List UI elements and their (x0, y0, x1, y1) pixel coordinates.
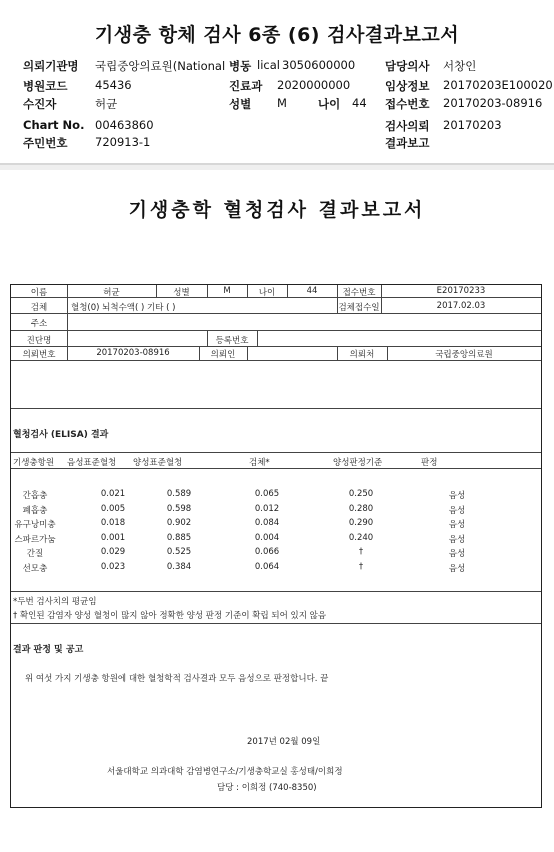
result-cell-pos: 0.384 (166, 561, 192, 572)
result-cell-sample: 0.012 (254, 503, 280, 514)
ward-code-value: 3050600000 (282, 58, 356, 72)
ward-label: 병동 (229, 59, 252, 73)
receipt-label: 접수번호 (385, 97, 430, 111)
patient-label: 수진자 (23, 97, 57, 111)
form-name-label: 이름 (30, 288, 48, 298)
result-cell-sample: 0.064 (254, 561, 280, 572)
rrn-value: 720913-1 (95, 135, 151, 149)
sex-value: M (277, 96, 287, 110)
result-cell-result: 음성 (448, 534, 466, 545)
result-cell-name: 스파르가눔 (14, 534, 56, 545)
result-cell-sample: 0.066 (254, 547, 280, 557)
result-cell-name: 간질 (26, 549, 44, 559)
result-cell-neg: 0.018 (100, 518, 126, 528)
clinical-label: 임상정보 (385, 79, 430, 93)
dept-value: 2020000000 (277, 78, 351, 92)
th-cutoff: 양성판정기준 (333, 458, 383, 468)
form-reqorg-value: 국립중앙의료원 (435, 350, 493, 360)
form-sex-value: M (223, 286, 231, 296)
contact-line: 담당 : 이희정 (740-8350) (217, 783, 317, 793)
result-cell-result: 음성 (448, 520, 466, 530)
result-cell-neg: 0.005 (100, 503, 126, 514)
form-reqer-label: 의뢰인 (210, 350, 236, 360)
chart-no-label: Chart No. (23, 118, 85, 132)
result-cell-result: 음성 (448, 563, 466, 574)
rrn-label: 주민번호 (23, 136, 68, 150)
result-cell-pos: 0.885 (166, 532, 192, 543)
receipt-value: 20170203-08916 (443, 96, 543, 110)
form-spec-value: 혈청(0) 뇌척수액( ) 기타 ( ) (71, 303, 176, 313)
th-result: 판정 (421, 458, 438, 468)
result-cell-neg: 0.001 (100, 532, 126, 543)
result-cell-pos: 0.902 (166, 518, 192, 528)
report-date: 2017년 02월 09일 (247, 737, 321, 747)
report-header (0, 0, 554, 165)
patient-value: 허균 (95, 97, 118, 111)
form-sex-label: 성별 (173, 288, 190, 298)
hosp-code-label: 병원코드 (23, 79, 68, 93)
doctor-label: 담당의사 (385, 59, 430, 73)
form-recv-value: E20170233 (436, 286, 486, 296)
result-cell-pos: 0.525 (166, 547, 192, 557)
form-age-label: 나이 (258, 288, 276, 298)
doctor-value: 서창인 (443, 59, 477, 73)
th-pos-std: 양성표준혈청 (133, 458, 183, 468)
result-cell-pos: 0.598 (166, 503, 192, 514)
scanned-report (0, 170, 554, 852)
form-age-value: 44 (306, 286, 318, 296)
form-recv-label: 접수번호 (342, 288, 376, 298)
result-cell-neg: 0.023 (100, 561, 126, 572)
result-cell-name: 폐흡충 (22, 505, 48, 516)
page-title: 기생충 항체 검사 6종 (6) 검사결과보고서 (94, 24, 460, 46)
form-diag-label: 진단명 (26, 336, 52, 346)
age-value: 44 (352, 96, 367, 110)
report-label: 결과보고 (385, 136, 430, 150)
sex-label: 성별 (229, 97, 252, 111)
form-reqno-value: 20170203-08916 (96, 348, 170, 358)
age-label: 나이 (318, 97, 341, 111)
report-title: 기생충학 혈청검사 결과보고서 (128, 199, 426, 221)
result-cell-cutoff: † (358, 547, 364, 557)
result-cell-sample: 0.084 (254, 518, 280, 528)
req-org-value: 국립중앙의료원(National (95, 59, 226, 73)
req-date-label: 검사의뢰 (385, 119, 430, 133)
conclusion-text: 위 여섯 가지 기생충 항원에 대한 혈청학적 검사결과 모두 음성으로 판정합니다. 끝 (25, 674, 329, 684)
form-spec-label: 검체 (30, 303, 48, 313)
th-antigen: 기생충항원 (13, 458, 55, 468)
result-cell-result: 음성 (448, 549, 466, 559)
elisa-section-title: 혈청검사 (ELISA) 결과 (13, 430, 109, 440)
result-cell-name: 선모충 (22, 563, 48, 574)
result-cell-sample: 0.004 (254, 532, 280, 543)
form-addr-label: 주소 (30, 319, 48, 329)
dept-label: 진료과 (229, 79, 263, 93)
signature-line: 서울대학교 의과대학 감염병연구소/기생충학교실 홍성태/이희정 (107, 767, 343, 777)
form-spec-date-value: 2017.02.03 (436, 301, 486, 311)
form-reqno-label: 의뢰번호 (22, 350, 56, 360)
clinical-value: 20170203E100020 (443, 78, 553, 92)
conclusion-title: 결과 판정 및 공고 (13, 645, 84, 655)
result-cell-cutoff: † (358, 561, 364, 572)
result-cell-cutoff: 0.280 (348, 503, 374, 514)
result-cell-name: 유구낭미충 (14, 520, 56, 530)
req-org-label: 의뢰기관명 (23, 59, 79, 73)
result-cell-pos: 0.589 (166, 489, 192, 499)
result-cell-neg: 0.029 (100, 547, 126, 557)
result-cell-cutoff: 0.290 (348, 518, 374, 528)
result-cell-cutoff: 0.250 (348, 489, 374, 499)
result-cell-cutoff: 0.240 (348, 532, 374, 543)
result-cell-result: 음성 (448, 505, 466, 516)
form-spec-date-label: 검체접수일 (338, 303, 380, 313)
form-reg-label: 등록번호 (215, 336, 249, 346)
form-name-value: 허균 (103, 288, 120, 298)
req-date-value: 20170203 (443, 118, 502, 132)
ward-value: lical (257, 58, 280, 72)
report-frame (10, 284, 542, 808)
th-neg-std: 음성표준혈청 (67, 458, 117, 468)
note-average: *두번 검사치의 평균임 (13, 597, 97, 607)
form-reqorg-label: 의뢰처 (349, 350, 375, 360)
result-cell-neg: 0.021 (100, 489, 126, 499)
result-cell-result: 음성 (448, 491, 466, 501)
result-cell-name: 간흡충 (22, 491, 48, 501)
chart-no-value: 00463860 (95, 118, 154, 132)
note-dagger: † 확인된 감염자 양성 혈청이 많지 않아 정확한 양성 판정 기준이 확립 되어 있지 않음 (13, 611, 327, 621)
hosp-code-value: 45436 (95, 78, 132, 92)
th-sample: 검체* (249, 458, 270, 468)
result-cell-sample: 0.065 (254, 489, 280, 499)
